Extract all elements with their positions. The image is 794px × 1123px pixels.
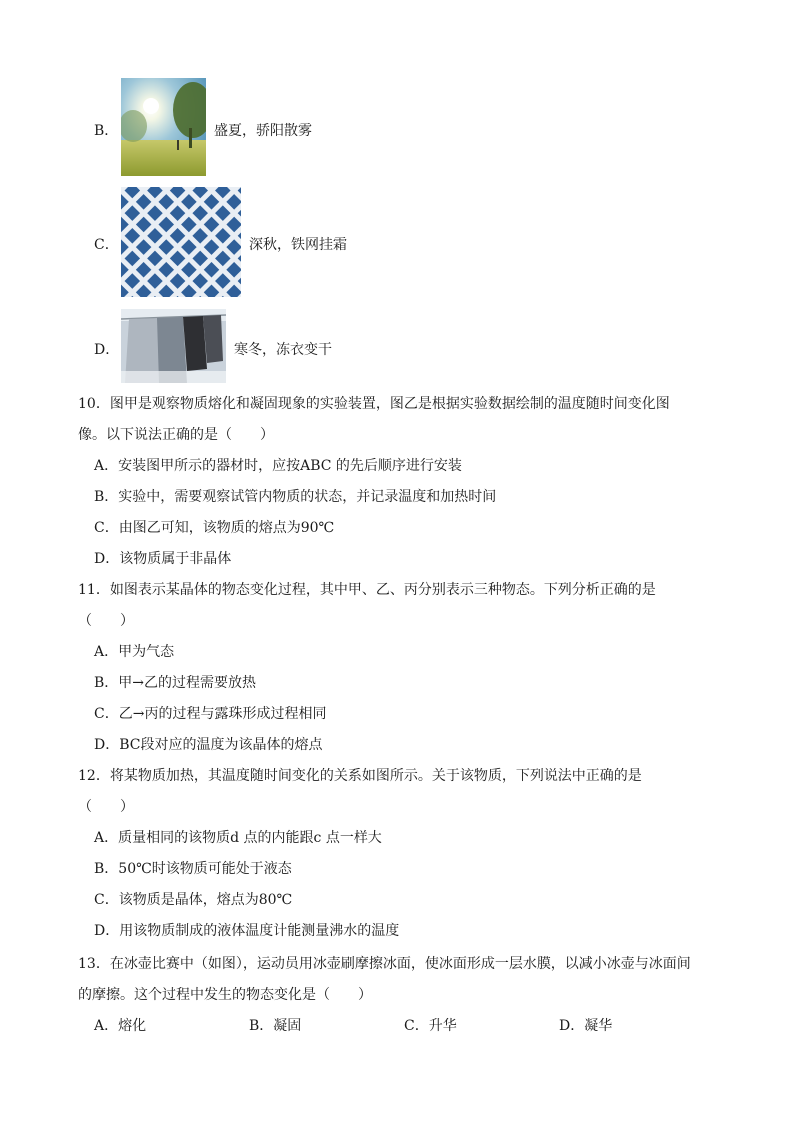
option-d-letter: D． <box>94 342 120 358</box>
q12-option-d: D．用该物质制成的液体温度计能测量沸水的温度 <box>94 923 400 939</box>
q12-option-c: C．该物质是晶体，熔点为80℃ <box>94 892 293 908</box>
option-b-letter: B． <box>94 123 119 139</box>
q11-option-c: C．乙→丙的过程与露珠形成过程相同 <box>94 706 327 722</box>
q10-option-c: C．由图乙可知，该物质的熔点为90℃ <box>94 520 335 536</box>
frozen-clothes-drying-photo <box>121 309 226 383</box>
q13-option-a: A．熔化 <box>94 1018 147 1034</box>
q12-stem-line1: 12．将某物质加热，其温度随时间变化的关系如图所示。关于该物质，下列说法中正确的是 <box>78 768 642 784</box>
q11-option-d: D．BC段对应的温度为该晶体的熔点 <box>94 737 323 753</box>
option-d-caption: 寒冬，冻衣变干 <box>234 342 332 358</box>
q12-stem-line2: （ ） <box>78 799 134 815</box>
sunny-foggy-meadow-photo <box>121 78 206 176</box>
q11-stem-line1: 11．如图表示某晶体的物态变化过程，其中甲、乙、丙分别表示三种物态。下列分析正确的是 <box>78 582 656 598</box>
q13-option-d: D．凝华 <box>559 1018 613 1034</box>
q12-option-a: A．质量相同的该物质d 点的内能跟c 点一样大 <box>94 830 382 846</box>
q11-option-a: A．甲为气态 <box>94 644 175 660</box>
frosted-wire-mesh-photo <box>121 187 241 297</box>
q11-stem-line2: （ ） <box>78 613 134 629</box>
q13-option-b: B．凝固 <box>249 1018 302 1034</box>
q10-stem-line1: 10．图甲是观察物质熔化和凝固现象的实验装置，图乙是根据实验数据绘制的温度随时间变化图 <box>78 396 670 412</box>
q10-stem-line2: 像。以下说法正确的是（ ） <box>78 427 274 443</box>
q10-option-d: D．该物质属于非晶体 <box>94 551 232 567</box>
q10-option-a: A．安装图甲所示的器材时，应按ABC 的先后顺序进行安装 <box>94 458 462 474</box>
q13-option-c: C．升华 <box>404 1018 457 1034</box>
option-c-letter: C． <box>94 237 119 253</box>
option-b-caption: 盛夏，骄阳散雾 <box>214 123 312 139</box>
q10-option-b: B．实验中，需要观察试管内物质的状态，并记录温度和加热时间 <box>94 489 497 505</box>
q13-stem-line1: 13．在冰壶比赛中（如图），运动员用冰壶刷摩擦冰面，使冰面形成一层水膜，以减小冰壶与冰面间 <box>78 956 691 972</box>
option-c-caption: 深秋，铁网挂霜 <box>249 237 347 253</box>
q11-option-b: B．甲→乙的过程需要放热 <box>94 675 257 691</box>
q13-stem-line2: 的摩擦。这个过程中发生的物态变化是（ ） <box>78 987 372 1003</box>
q12-option-b: B．50℃时该物质可能处于液态 <box>94 861 292 877</box>
